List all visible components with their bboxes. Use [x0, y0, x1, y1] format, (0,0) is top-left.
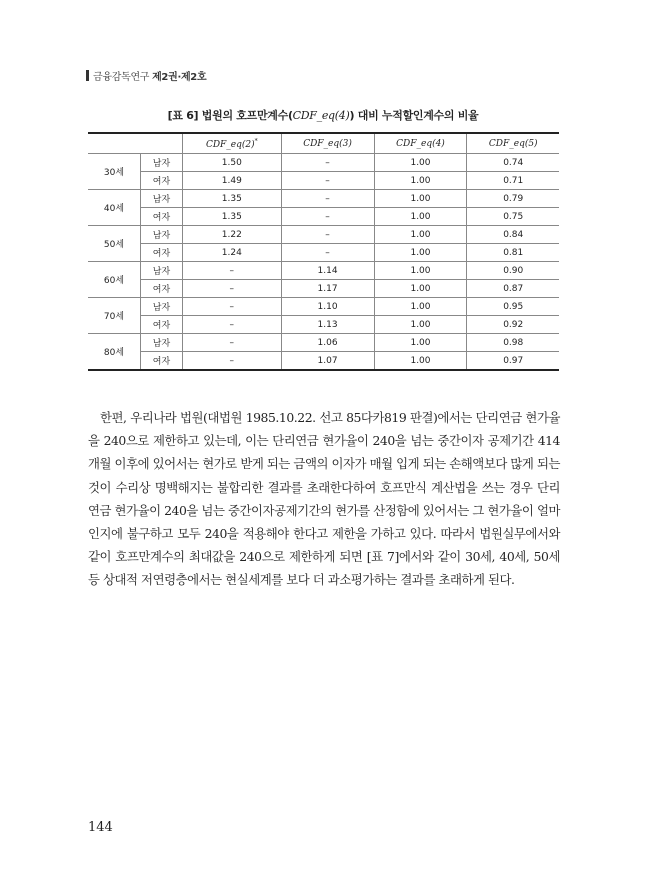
value-cell: 1.00: [374, 172, 467, 190]
corner-cell: [88, 133, 183, 154]
value-cell: –: [183, 280, 282, 298]
value-cell: 1.35: [183, 190, 282, 208]
column-header: CDF_eq(5): [467, 133, 559, 154]
value-cell: 0.75: [467, 208, 559, 226]
table-row: [88, 280, 559, 298]
value-cell: 1.00: [374, 226, 467, 244]
value-cell: 0.79: [467, 190, 559, 208]
table-row: [88, 262, 559, 280]
table-row: [88, 190, 559, 208]
value-cell: –: [281, 172, 374, 190]
value-cell: 1.00: [374, 316, 467, 334]
table-row: [88, 154, 559, 172]
value-cell: 1.24: [183, 244, 282, 262]
value-cell: 0.71: [467, 172, 559, 190]
caption-prefix: [표 6] 법원의 호프만계수(: [167, 109, 293, 122]
running-header: [86, 68, 206, 83]
value-cell: 1.00: [374, 352, 467, 371]
table-row: [88, 172, 559, 190]
age-group-cell: 70세: [88, 298, 141, 334]
value-cell: 0.84: [467, 226, 559, 244]
age-group-cell: 50세: [88, 226, 141, 262]
value-cell: 1.35: [183, 208, 282, 226]
value-cell: 0.87: [467, 280, 559, 298]
value-cell: 1.00: [374, 280, 467, 298]
value-cell: 0.74: [467, 154, 559, 172]
ratio-table: [88, 132, 559, 371]
age-group-cell: 40세: [88, 190, 141, 226]
value-cell: 1.00: [374, 154, 467, 172]
body-paragraph: 한편, 우리나라 법원(대법원 1985.10.22. 선고 85다카819 판결)에서는 단리연금 현가율을 240으로 제한하고 있는데, 이는 단리연금 현가율이 240을 넘는 중간이자 공제기간 414개월 이후에 있어서는 현가로 받게 되는 금액의 이자가 매월 입게 되는 손해액보다 많게 되는 것이 수리상 명백해지는 불합리한 결과를 초래한다하여 호프만식 계산법을 쓰는 경우 단리연금 현가율이 240을 넘는 중간이자공제기간의 현가를 산정함에 있어서는 그 현가율이 얼마인지에 불구하고 모두 240을 적용해야 한다고 제한을 가하고 있다. 따라서 법원실무에서와 같이 호프만계수의 최대값을 240으로 제한하게 되면 [표 7]에서와 같이 30세, 40세, 50세 등 상대적 저연령층에서는 현실세계를 보다 더 과소평가하는 결과를 초래하게 된다.: [88, 410, 560, 588]
value-cell: 1.00: [374, 334, 467, 352]
volume-info: 제2권·제2호: [152, 72, 207, 83]
value-cell: 0.92: [467, 316, 559, 334]
value-cell: 1.07: [281, 352, 374, 371]
value-cell: 0.95: [467, 298, 559, 316]
value-cell: –: [281, 154, 374, 172]
table-row: [88, 316, 559, 334]
value-cell: –: [281, 208, 374, 226]
value-cell: 1.22: [183, 226, 282, 244]
column-header: CDF_eq(2)*: [183, 133, 282, 154]
sex-cell: 여자: [141, 280, 183, 298]
caption-formula: CDF_eq(4): [292, 109, 350, 122]
sex-cell: 남자: [141, 262, 183, 280]
age-group-cell: 60세: [88, 262, 141, 298]
value-cell: 1.10: [281, 298, 374, 316]
value-cell: 0.97: [467, 352, 559, 371]
table-row: [88, 226, 559, 244]
value-cell: 1.00: [374, 298, 467, 316]
header-bar-icon: [86, 70, 89, 81]
sex-cell: 남자: [141, 190, 183, 208]
table-caption: [88, 107, 558, 123]
value-cell: 1.50: [183, 154, 282, 172]
page-number: 144: [88, 820, 113, 835]
value-cell: –: [183, 298, 282, 316]
value-cell: 1.00: [374, 190, 467, 208]
column-footnote-mark: *: [254, 137, 258, 145]
value-cell: 1.00: [374, 244, 467, 262]
caption-suffix: ) 대비 누적할인계수의 비율: [349, 109, 479, 122]
sex-cell: 여자: [141, 316, 183, 334]
value-cell: –: [183, 352, 282, 371]
sex-cell: 남자: [141, 334, 183, 352]
sex-cell: 여자: [141, 172, 183, 190]
value-cell: 1.49: [183, 172, 282, 190]
value-cell: –: [183, 316, 282, 334]
value-cell: –: [281, 190, 374, 208]
value-cell: –: [281, 244, 374, 262]
value-cell: 1.00: [374, 208, 467, 226]
value-cell: –: [281, 226, 374, 244]
value-cell: 1.06: [281, 334, 374, 352]
sex-cell: 여자: [141, 208, 183, 226]
sex-cell: 여자: [141, 352, 183, 371]
value-cell: –: [183, 262, 282, 280]
age-group-cell: 30세: [88, 154, 141, 190]
sex-cell: 남자: [141, 154, 183, 172]
age-group-cell: 80세: [88, 334, 141, 371]
value-cell: –: [183, 334, 282, 352]
value-cell: 1.00: [374, 262, 467, 280]
table-row: [88, 298, 559, 316]
table-body: [88, 154, 559, 371]
column-header: CDF_eq(4): [374, 133, 467, 154]
value-cell: 1.14: [281, 262, 374, 280]
table-row: [88, 352, 559, 371]
sex-cell: 여자: [141, 244, 183, 262]
value-cell: 0.81: [467, 244, 559, 262]
journal-name: 금융감독연구: [93, 72, 150, 83]
value-cell: 1.13: [281, 316, 374, 334]
table-header-row: [88, 133, 559, 154]
table-row: [88, 244, 559, 262]
sex-cell: 남자: [141, 226, 183, 244]
value-cell: 0.98: [467, 334, 559, 352]
sex-cell: 남자: [141, 298, 183, 316]
column-header: CDF_eq(3): [281, 133, 374, 154]
value-cell: 1.17: [281, 280, 374, 298]
table-row: [88, 208, 559, 226]
value-cell: 0.90: [467, 262, 559, 280]
table-row: [88, 334, 559, 352]
